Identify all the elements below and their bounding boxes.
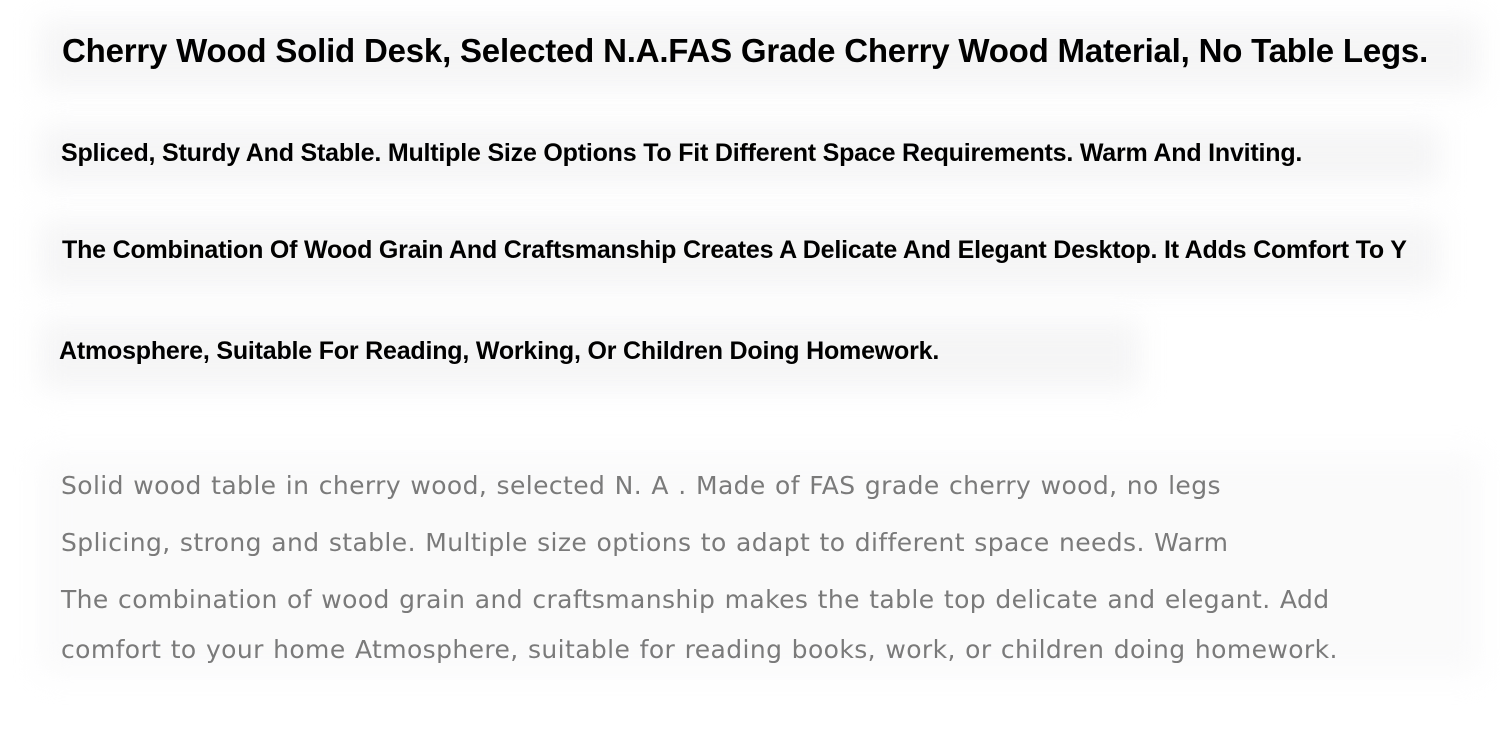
heading-line-4: Atmosphere, Suitable For Reading, Working, Or Children Doing Homework. bbox=[59, 337, 940, 365]
description-line-3: The combination of wood grain and craftsmanship makes the table top delicate and elegant. Add bbox=[61, 585, 1330, 614]
heading-line-1: Cherry Wood Solid Desk, Selected N.A.FAS Grade Cherry Wood Material, No Table Legs. bbox=[62, 32, 1429, 69]
description-line-1: Solid wood table in cherry wood, selected N. A . Made of FAS grade cherry wood, no legs bbox=[61, 471, 1221, 500]
heading-line-2: Spliced, Sturdy And Stable. Multiple Size Options To Fit Different Space Requirements. Warm And Inviting. bbox=[61, 139, 1303, 167]
description-line-2: Splicing, strong and stable. Multiple size options to adapt to different space needs. Warm bbox=[61, 528, 1229, 557]
heading-line-3: The Combination Of Wood Grain And Craftsmanship Creates A Delicate And Elegant Desktop. It Adds Comfort To Y bbox=[62, 236, 1407, 264]
description-line-4: comfort to your home Atmosphere, suitable for reading books, work, or children doing homework. bbox=[61, 635, 1338, 664]
